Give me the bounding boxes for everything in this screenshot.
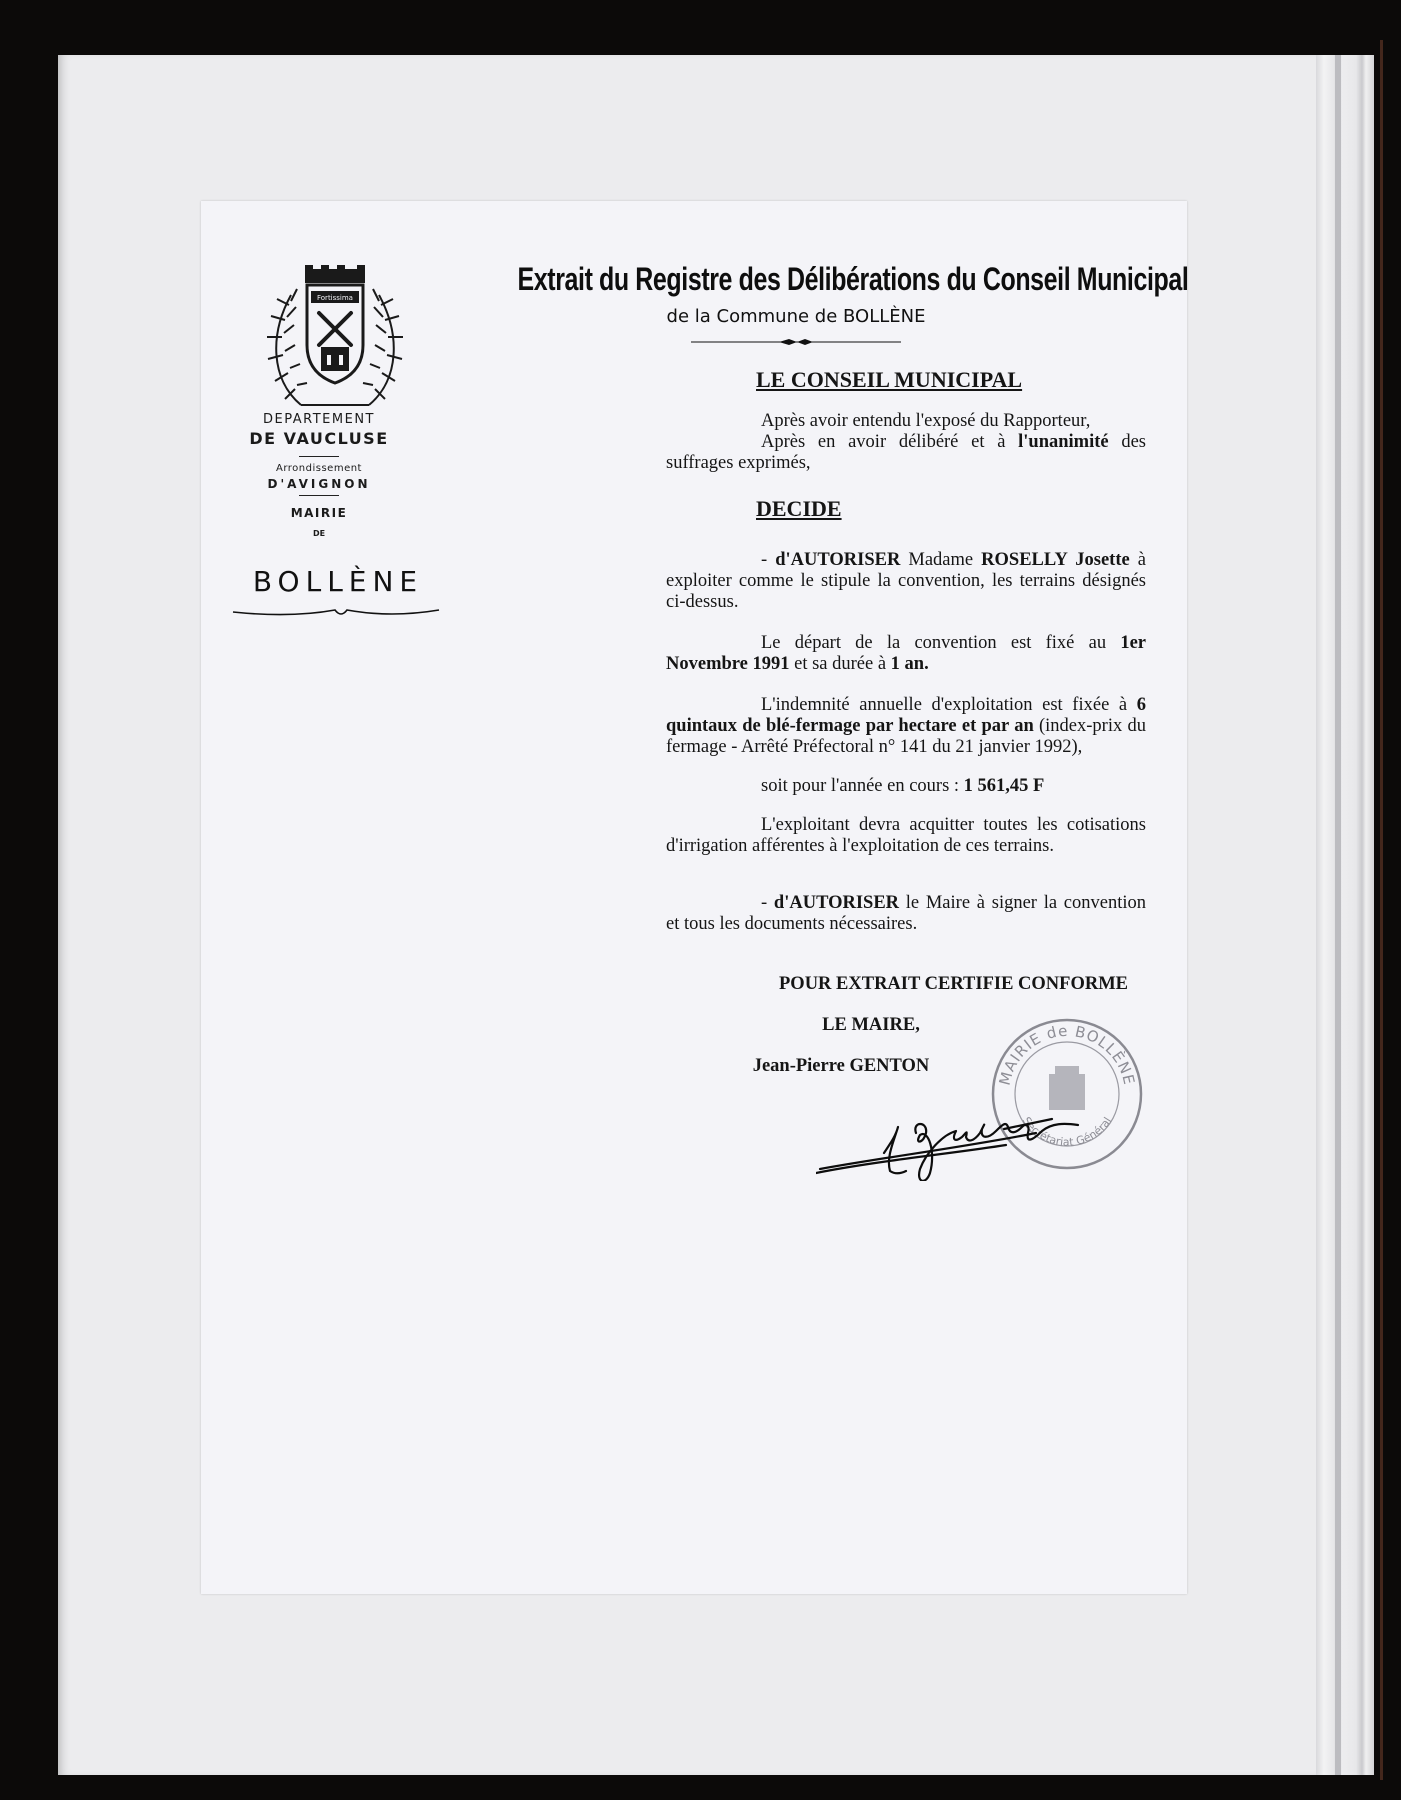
- divider: [299, 456, 339, 457]
- coat-of-arms-icon: [261, 265, 409, 415]
- paragraph-irrigation: L'exploitant devra acquitter toutes les cotisations d'irrigation afférentes à l'exploitation de ces terrains.: [666, 815, 1146, 856]
- paragraph-indemnity: L'indemnité annuelle d'exploitation est fixée à 6 quintaux de blé-fermage par hectare et par an (index-prix du fermage - Arrêté Préfectoral n° 141 du 21 janvier 1992),: [666, 695, 1146, 757]
- mayor-signature: [816, 1081, 1091, 1181]
- mayor-title: LE MAIRE,: [822, 1015, 920, 1035]
- paragraph-preamble: Après avoir entendu l'exposé du Rapporteur, Après en avoir délibéré et à l'unanimité des suffrages exprimés,: [666, 411, 1146, 473]
- paragraph-authorize-mayor: - d'AUTORISER le Maire à signer la convention et tous les documents nécessaires.: [666, 893, 1147, 934]
- book-edge: [1380, 40, 1383, 1780]
- certification-line: POUR EXTRAIT CERTIFIE CONFORME: [779, 974, 1128, 994]
- arrondissement-label: Arrondissement: [276, 463, 362, 474]
- deliberation-extract-sheet: [201, 201, 1187, 1594]
- arrondissement-name: D'AVIGNON: [267, 477, 371, 491]
- swash-ornament: [231, 606, 441, 620]
- heading-decide: DECIDE: [756, 496, 842, 521]
- emblem-motto: Fortissima: [317, 294, 353, 302]
- department-name: DE VAUCLUSE: [249, 429, 389, 448]
- svg-text:Secrétariat Général: Secrétariat Général: [1019, 1114, 1115, 1149]
- paragraph-amount: soit pour l'année en cours : 1 561,45 F: [761, 776, 1045, 796]
- paragraph-start-date: Le départ de la convention est fixé au 1er Novembre 1991 et sa durée à 1 an.: [666, 633, 1146, 674]
- title-ornament: [691, 338, 901, 346]
- spine-gap: [1335, 55, 1341, 1775]
- divider: [299, 495, 339, 496]
- mairie-label: MAIRIE: [290, 506, 348, 520]
- department-block: [201, 412, 437, 538]
- heading-conseil: LE CONSEIL MUNICIPAL: [756, 367, 1023, 392]
- document-title: Extrait du Registre des Délibérations du Conseil Municipal: [517, 261, 1189, 297]
- document-subtitle: de la Commune de BOLLÈNE: [666, 306, 926, 327]
- paragraph-authorize-roselly: - d'AUTORISER Madame ROSELLY Josette à exploiter comme le stipule la convention, les terrains désignés ci-dessus.: [666, 550, 1146, 612]
- town-name: BOLLÈNE: [252, 565, 424, 598]
- de-label: DE: [312, 529, 326, 538]
- page-edges: [1316, 55, 1374, 1775]
- svg-text:MAIRIE de BOLLÈNE: MAIRIE de BOLLÈNE: [995, 1021, 1139, 1088]
- mayor-name: Jean-Pierre GENTON: [752, 1056, 930, 1076]
- department-label: DEPARTEMENT: [263, 412, 375, 427]
